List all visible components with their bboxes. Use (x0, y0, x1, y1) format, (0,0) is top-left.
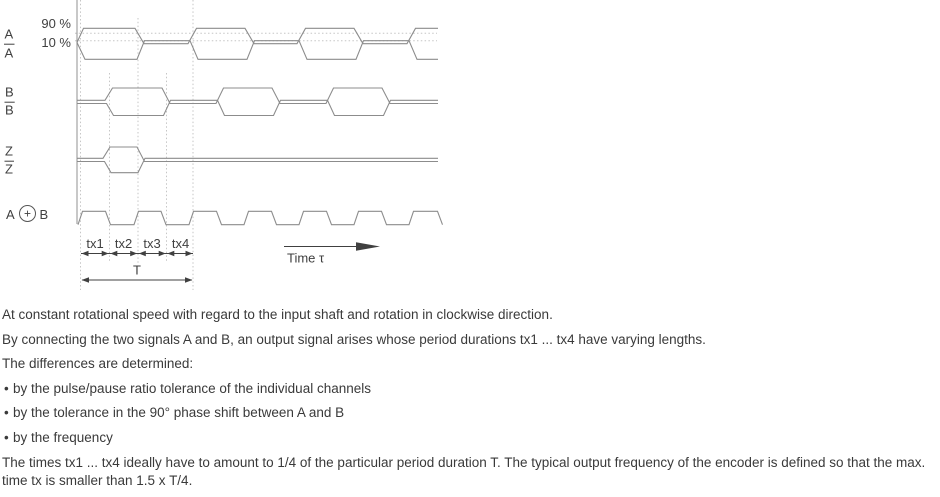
paragraph-times-ideal: The times tx1 ... tx4 ideally have to amount to 1/4 of the particular period duration T. The typical output frequency of the encoder is defined so that the max. time tx is smaller than 1.5 x T/4. (2, 455, 926, 488)
period-t-label: T (133, 262, 141, 278)
list-item: • by the frequency (2, 429, 936, 447)
tx3-label: tx3 (143, 236, 161, 251)
signal-z-waveform (77, 147, 438, 173)
signal-a-xor-b-waveform (78, 211, 443, 224)
svg-text:A: A (6, 207, 15, 222)
list-item: • by the pulse/pause ratio tolerance of the individual channels (2, 380, 936, 398)
tx1-label: tx1 (86, 236, 104, 251)
xor-plus-icon: + (23, 206, 32, 221)
svg-text:B: B (39, 207, 49, 222)
description-text (0, 300, 940, 489)
svg-text:Z: Z (5, 143, 13, 159)
period-t-dimension-arrow (82, 277, 193, 283)
svg-text:B: B (5, 102, 14, 118)
svg-text:Z: Z (5, 161, 13, 177)
svg-text:B: B (5, 84, 14, 100)
time-axis-arrow (284, 242, 380, 251)
time-axis-label: Time τ (287, 250, 325, 266)
svg-text:A: A (4, 26, 14, 42)
svg-text:A: A (4, 45, 14, 61)
list-item: • by the tolerance in the 90° phase shift between A and B (2, 404, 936, 422)
tx4-label: tx4 (171, 236, 190, 251)
signal-b-waveform (77, 88, 438, 116)
level-90-label: 90 % (41, 16, 71, 31)
signal-b-label (5, 85, 15, 118)
signal-z-label (5, 144, 15, 177)
signal-a-xor-b-label (6, 206, 48, 223)
tx-dimension-arrows (81, 251, 193, 256)
signal-a-label (4, 27, 15, 61)
level-10-label: 10 % (41, 35, 71, 50)
paragraph-constant-speed: At constant rotational speed with regard to the input shaft and rotation in clockwise direction. (2, 307, 553, 322)
encoder-timing-diagram (0, 0, 470, 300)
tx2-label: tx2 (114, 236, 133, 251)
paragraph-differences-intro: The differences are determined: (2, 356, 194, 372)
differences-list (2, 380, 936, 447)
paragraph-connecting-signals: By connecting the two signals A and B, an output signal arises whose period durations tx1 ... tx4 have varying lengths. (2, 331, 706, 347)
